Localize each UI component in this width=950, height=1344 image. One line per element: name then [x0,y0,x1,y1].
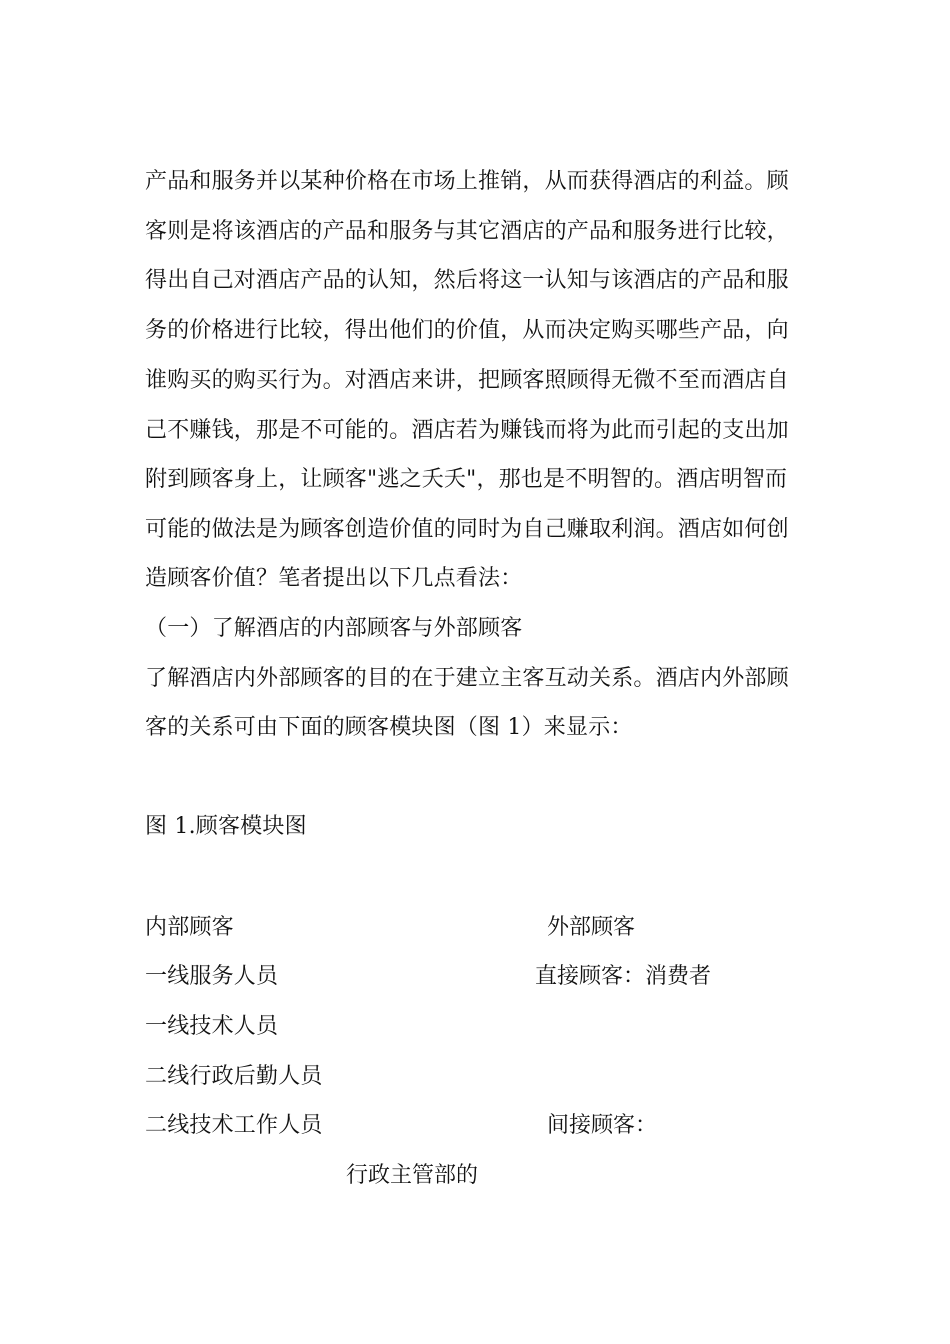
internal-customer-item: 二线行政后勤人员 [145,1064,323,1089]
internal-customer-item: 一线技术人员 [145,1014,279,1039]
internal-customer-item: 一线服务人员 [145,964,279,989]
external-customer-header: 外部顾客 [547,915,636,940]
internal-customer-header: 内部顾客 [145,915,234,940]
internal-customer-item: 二线技术工作人员 [145,1113,323,1138]
section-line: 客的关系可由下面的顾客模块图（图 1）来显示： [145,715,633,740]
indirect-customer-sub: 行政主管部的 [346,1163,479,1188]
indirect-customer-label: 间接顾客： [547,1113,658,1138]
paragraph-line: 客则是将该酒店的产品和服务与其它酒店的产品和服务进行比较， [145,219,789,244]
paragraph-line: 己不赚钱，那是不可能的。酒店若为赚钱而将为此而引起的支出加 [145,418,789,443]
paragraph-line: 附到顾客身上，让顾客"逃之夭夭"，那也是不明智的。酒店明智而 [145,467,788,492]
paragraph-line: 产品和服务并以某种价格在市场上推销，从而获得酒店的利益。顾 [145,169,789,194]
section-line: 了解酒店内外部顾客的目的在于建立主客互动关系。酒店内外部顾 [145,666,789,691]
figure-caption: 图 1.顾客模块图 [145,814,307,839]
section-heading: （一）了解酒店的内部顾客与外部顾客 [145,616,523,641]
paragraph-line: 可能的做法是为顾客创造价值的同时为自己赚取利润。酒店如何创 [145,517,789,542]
paragraph-line: 造顾客价值？笔者提出以下几点看法： [145,566,523,591]
paragraph-line: 务的价格进行比较，得出他们的价值，从而决定购买哪些产品，向 [145,318,789,343]
paragraph-line: 谁购买的购买行为。对酒店来讲，把顾客照顾得无微不至而酒店自 [145,368,789,393]
paragraph-line: 得出自己对酒店产品的认知，然后将这一认知与该酒店的产品和服 [145,268,789,293]
direct-customer-label: 直接顾客：消费者 [535,964,712,989]
